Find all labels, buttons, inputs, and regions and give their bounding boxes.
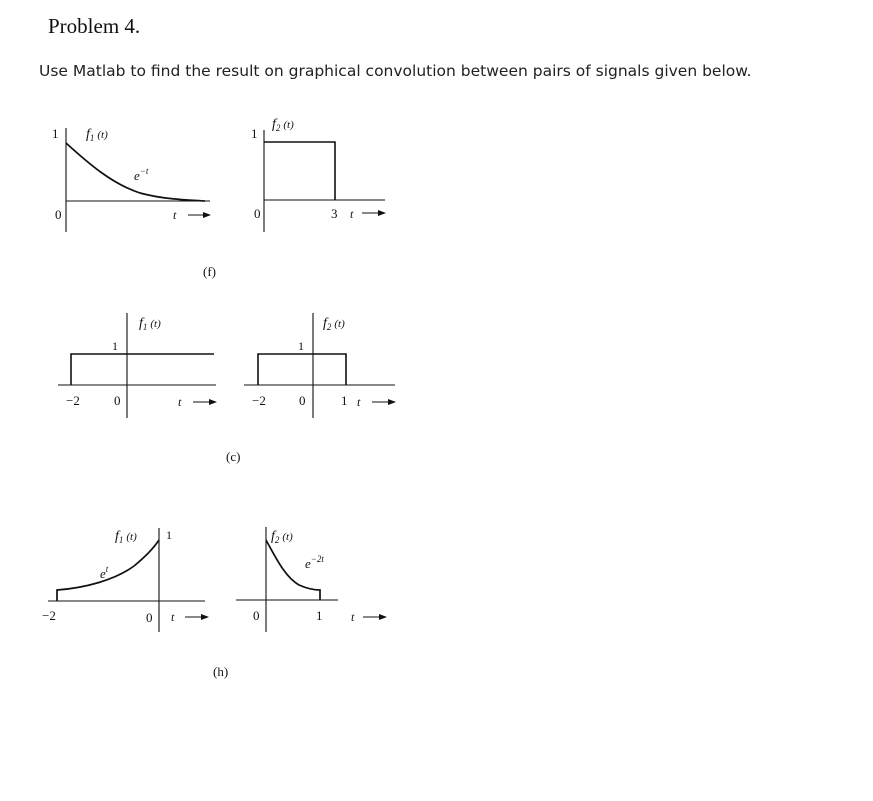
figure-f-f2-time-label: t [350,207,354,221]
figure-f-f2-pulse [264,142,335,200]
figure-c-caption: (c) [226,449,241,464]
figure-c-f2-end-label: 1 [341,393,348,408]
figure-f-caption: (f) [203,264,216,279]
figure-c-f2-time-label: t [357,395,361,409]
figure-h-f1-time-label: t [171,610,175,624]
figure-f-f2-signal-label: $f_2$ $^{(t)}$ [272,117,294,133]
figure-c-f2-start-label: −2 [252,393,266,408]
figure-h-f1-expression: $e^t$ [100,564,109,581]
figure-f-f2-origin-label: 0 [254,206,261,221]
figure-c-f1-start-label: −2 [66,393,80,408]
figure-h-f1-plot [42,528,208,632]
problem-heading: Problem 4. [48,14,141,38]
figure-c [58,313,395,464]
figure-f-f1-expression: $e^{-t}$ [134,166,149,183]
figure-h-f1-signal-label: $f_1$ $^{(t)}$ [115,529,137,545]
figure-h-f2-end-label: 1 [316,608,323,623]
figure-f-f1-time-label: t [173,208,177,222]
figure-h-caption: (h) [213,664,229,679]
figure-h-f2-plot [236,527,386,632]
figure-c-f1-amplitude-label: 1 [112,339,118,353]
figure-f-f1-origin-label: 0 [55,207,62,222]
figure-f-f2-amplitude-label: 1 [251,126,258,141]
figure-h [42,527,386,679]
figure-f-f2-plot [251,117,385,232]
figure-c-f2-origin-label: 0 [299,393,306,408]
figure-f-f2-end-label: 3 [331,206,338,221]
figure-c-f2-plot [244,313,395,418]
figure-c-f2-pulse [258,354,346,385]
figure-h-f1-origin-label: 0 [146,610,153,625]
figure-h-f2-signal-label: $f_2$ $^{(t)}$ [271,529,293,545]
figure-h-f2-origin-label: 0 [253,608,260,623]
figure-f [52,117,385,279]
figure-h-f1-amplitude-label: 1 [166,528,172,542]
figure-h-f1-start-label: −2 [42,608,56,623]
figure-c-f1-plot [58,313,216,418]
figure-f-f1-signal-label: $f_1$ $^{(t)}$ [86,127,108,143]
figure-h-f2-expression: $e^{-2t}$ [305,554,324,571]
figure-c-f1-origin-label: 0 [114,393,121,408]
figure-h-f2-time-label: t [351,610,355,624]
figure-c-f2-signal-label: $f_2$ $^{(t)}$ [323,316,345,332]
figure-c-f2-amplitude-label: 1 [298,339,304,353]
figure-c-f1-time-label: t [178,395,182,409]
problem-instruction: Use Matlab to find the result on graphical convolution between pairs of signals given below. [39,62,752,80]
figure-f-f1-amplitude-label: 1 [52,126,59,141]
figure-f-f1-plot [52,126,210,232]
figure-c-f1-signal-label: $f_1$ $^{(t)}$ [139,316,161,332]
figure-h-f2-decay-curve [266,540,320,600]
figure-c-f1-step [71,354,214,385]
